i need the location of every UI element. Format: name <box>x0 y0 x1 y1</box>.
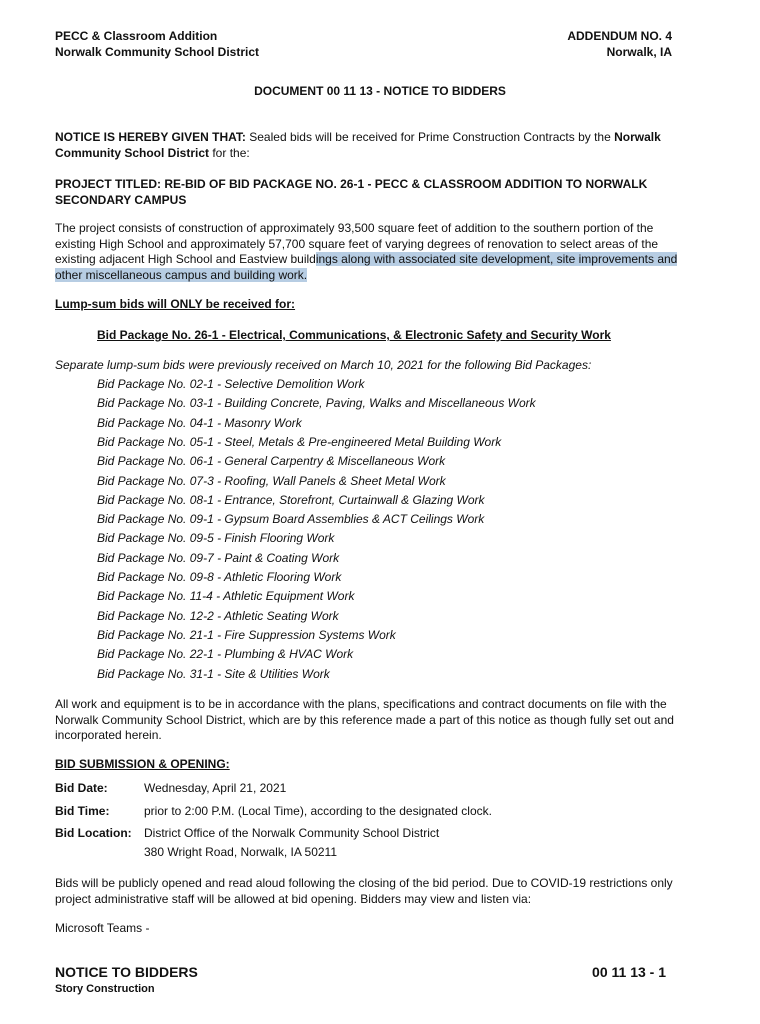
bid-time-value: prior to 2:00 P.M. (Local Time), according to the designated clock. <box>144 804 492 818</box>
bid-package-item: Bid Package No. 11-4 - Athletic Equipment Work <box>97 589 355 604</box>
project-description <box>55 221 705 283</box>
description-line3 <box>55 252 705 268</box>
header-addendum: ADDENDUM NO. 4 <box>567 29 672 43</box>
footer-company: Story Construction <box>55 983 155 995</box>
notice-lead: NOTICE IS HEREBY GIVEN THAT: <box>55 130 246 144</box>
work-paragraph <box>55 697 705 744</box>
description-highlight-2: other miscellaneous campus and building work. <box>55 267 308 282</box>
bid-package-item: Bid Package No. 04-1 - Masonry Work <box>97 415 302 430</box>
header-location: Norwalk, IA <box>606 45 672 59</box>
header-district-name: Norwalk Community School District <box>55 45 260 59</box>
description-highlight-1: ings along with associated site development, site improvements and <box>315 252 678 266</box>
bid-package-item: Bid Package No. 03-1 - Building Concrete, Paving, Walks and Miscellaneous Work <box>97 396 536 411</box>
project-title-line1: PROJECT TITLED: RE-BID OF BID PACKAGE NO. 26-1 - PECC & CLASSROOM ADDITION TO NORWALK <box>55 177 648 191</box>
description-line2: existing High School and approximately 57,700 square feet of varying degrees of renovation to select areas of the <box>55 236 659 251</box>
bid-package-item: Bid Package No. 07-3 - Roofing, Wall Panels & Sheet Metal Work <box>97 473 446 488</box>
opening-paragraph <box>55 876 705 907</box>
bid-package-item: Bid Package No. 08-1 - Entrance, Storefront, Curtainwall & Glazing Work <box>97 492 485 507</box>
footer-page-number: 00 11 13 - 1 <box>592 964 666 980</box>
work-line1: All work and equipment is to be in accordance with the plans, specifications and contract documents on file with the <box>55 697 667 711</box>
bid-package-item: Bid Package No. 31-1 - Site & Utilities Work <box>97 666 330 681</box>
notice-district-1: Norwalk <box>614 130 661 144</box>
description-line3-plain: existing adjacent High School and Eastview build <box>55 252 316 266</box>
bid-location-line1: District Office of the Norwalk Community School District <box>144 826 440 840</box>
notice-text: Sealed bids will be received for Prime Construction Contracts by the <box>245 130 615 144</box>
header-left <box>55 28 259 60</box>
header-right <box>567 28 672 60</box>
bid-package-item: Bid Package No. 22-1 - Plumbing & HVAC Work <box>97 647 354 662</box>
bid-package-item: Bid Package No. 09-5 - Finish Flooring Work <box>97 531 335 546</box>
work-line2: Norwalk Community School District, which are by this reference made a part of this notice as though fully set out and <box>55 712 674 727</box>
lump-sum-heading: Lump-sum bids will ONLY be received for: <box>55 297 296 311</box>
description-line1: The project consists of construction of approximately 93,500 square feet of addition to the southern portion of the <box>55 221 654 235</box>
opening-line2: project administrative staff will be allowed at bid opening. Bidders may view and listen via: <box>55 891 532 906</box>
bid-location-label: Bid Location: <box>55 826 132 840</box>
main-bid-package: Bid Package No. 26-1 - Electrical, Communications, & Electronic Safety and Security Work <box>97 328 611 342</box>
project-title-line2: SECONDARY CAMPUS <box>55 192 187 207</box>
bid-package-item: Bid Package No. 05-1 - Steel, Metals & Pre-engineered Metal Building Work <box>97 434 502 449</box>
bid-package-item: Bid Package No. 21-1 - Fire Suppression Systems Work <box>97 627 396 642</box>
teams-line: Microsoft Teams - <box>55 921 150 935</box>
opening-line1: Bids will be publicly opened and read aloud following the closing of the bid period. Due to COVID-19 restrictions only <box>55 876 673 890</box>
bid-date-label: Bid Date: <box>55 781 108 795</box>
bid-package-item: Bid Package No. 06-1 - General Carpentry & Miscellaneous Work <box>97 454 446 469</box>
notice-text-end: for the: <box>209 145 250 160</box>
notice-paragraph <box>55 130 705 161</box>
bid-package-item: Bid Package No. 12-2 - Athletic Seating Work <box>97 608 339 623</box>
bid-time-label: Bid Time: <box>55 804 110 818</box>
bid-package-item: Bid Package No. 09-1 - Gypsum Board Assemblies & ACT Ceilings Work <box>97 512 485 527</box>
footer-title: NOTICE TO BIDDERS <box>55 964 198 980</box>
header-project-name: PECC & Classroom Addition <box>55 29 218 43</box>
work-line3: incorporated herein. <box>55 728 162 742</box>
bid-package-item: Bid Package No. 09-7 - Paint & Coating Work <box>97 550 340 565</box>
notice-district-2: Community School District <box>55 145 210 160</box>
bid-package-item: Bid Package No. 02-1 - Selective Demolition Work <box>97 377 365 391</box>
project-title <box>55 177 705 208</box>
bid-date-value: Wednesday, April 21, 2021 <box>144 781 287 795</box>
separate-bids-intro: Separate lump-sum bids were previously received on March 10, 2021 for the following Bid Packages: <box>55 358 592 372</box>
bid-location-line2: 380 Wright Road, Norwalk, IA 50211 <box>144 845 337 859</box>
document-title: DOCUMENT 00 11 13 - NOTICE TO BIDDERS <box>254 84 506 98</box>
bid-package-item: Bid Package No. 09-8 - Athletic Flooring Work <box>97 570 342 584</box>
submission-heading: BID SUBMISSION & OPENING: <box>55 757 230 771</box>
